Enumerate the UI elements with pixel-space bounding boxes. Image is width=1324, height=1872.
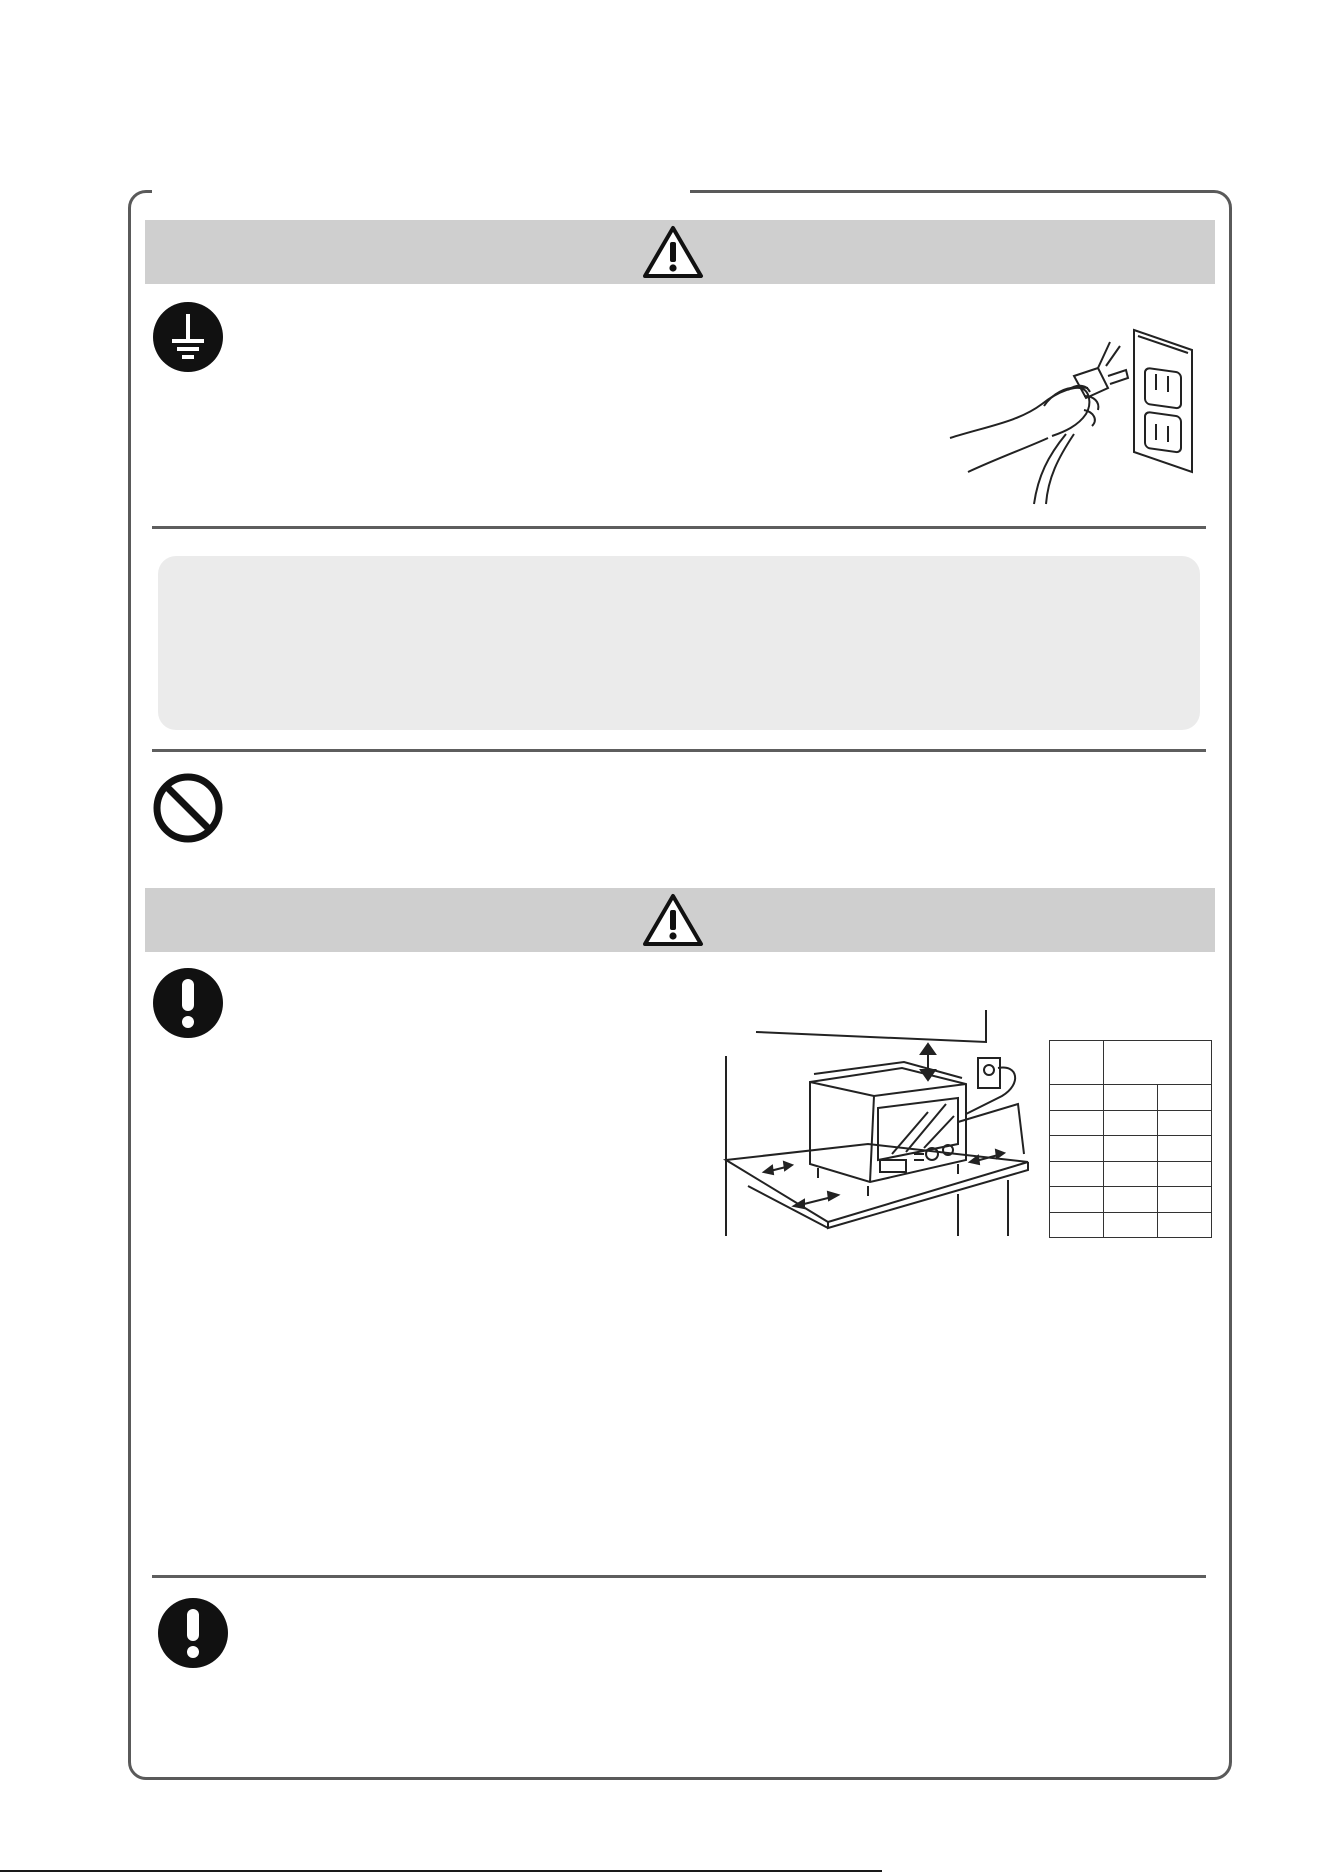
oven-installation-illustration: [718, 1004, 1038, 1240]
table-row: [1050, 1187, 1212, 1213]
exclamation-mandatory-icon: [157, 1597, 229, 1669]
plug-outlet-illustration: [948, 326, 1206, 506]
ground-symbol-icon: [152, 301, 224, 373]
section-divider: [152, 1575, 1206, 1578]
table-header-cell: [1050, 1041, 1104, 1085]
warning-triangle-icon: [642, 225, 704, 279]
section-divider: [152, 749, 1206, 752]
table-row: [1050, 1136, 1212, 1162]
table-header-cell: [1104, 1041, 1212, 1085]
clearance-table: [1049, 1040, 1212, 1238]
table-row: [1050, 1161, 1212, 1187]
warning-triangle-icon: [642, 893, 704, 947]
table-row: [1050, 1212, 1212, 1238]
frame-title-gap: [152, 184, 690, 198]
note-box: [158, 556, 1200, 730]
table-subheader-row: [1050, 1085, 1212, 1111]
exclamation-mandatory-icon: [152, 967, 224, 1039]
warning-band: [145, 220, 1215, 284]
prohibition-icon: [152, 772, 224, 844]
caution-band: [145, 888, 1215, 952]
section-divider: [152, 526, 1206, 529]
table-row: [1050, 1110, 1212, 1136]
